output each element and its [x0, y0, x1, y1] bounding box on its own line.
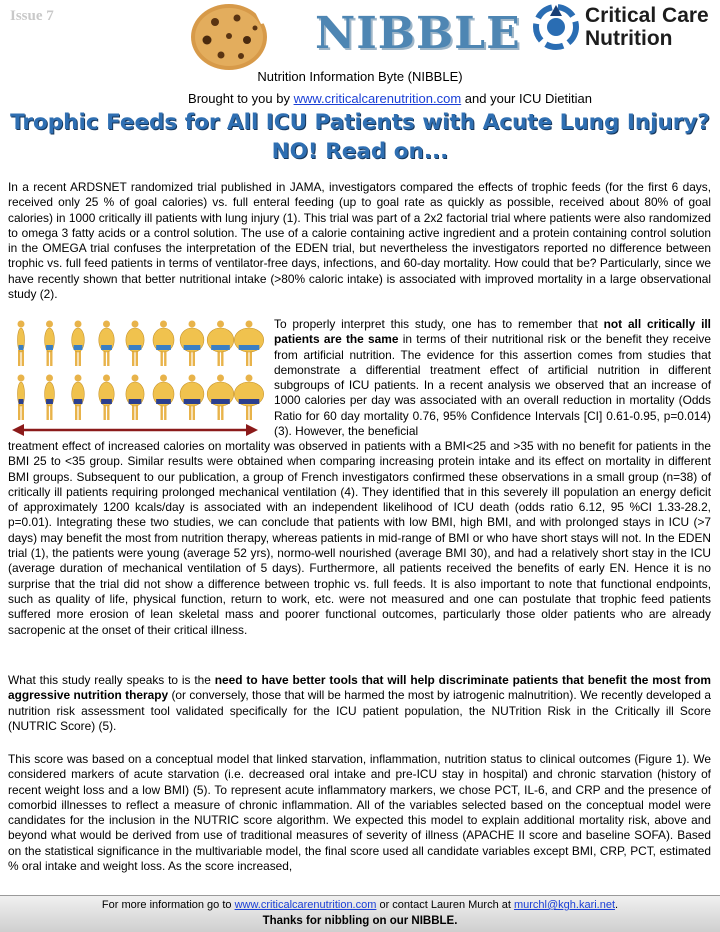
nibble-logo: NIBBLE [315, 8, 521, 59]
footer-email-link[interactable]: murchl@kgh.kari.net [513, 899, 616, 911]
body-figure [72, 375, 85, 421]
body-figure [207, 375, 234, 421]
body-figure [180, 375, 204, 421]
paragraph-1: In a recent ARDSNET randomized trial published in JAMA, investigators compared the effects of trophic feeds (for the first 6 days, received only 25 % of goal calories) vs. full enteral feeding (up to goal rate as quickly as possible, received about 80% of goal calories) in 1000 critically ill patients with lung injury (1). This trial was part of a 2x2 factorial trial where patients were also randomized to omega 3 fatty acids or a control solution. The use of a calorie containing active ingredient and a protein containing control solution in the OMEGA trial confuses the interpretation of the EDEN trial, but nevertheless the investigators reported no difference between trophic vs. full feed patients in terms of ventilator-free days, infections, and 60-day mortality. How could that be? Particularly, since we have recently shown that better nutritional intake (>80% caloric intake) is associated with improved mortality in a large observational study (2). [8, 180, 711, 302]
paragraph-2-start: To properly interpret this study, one has to remember that [274, 317, 604, 331]
paragraph-3-end: (or conversely, those that will be harmed the most by iatrogenic malnutrition). We recently developed a nutrition risk assessment tool validated specifically for the ICU patient population, the NUTrition Risk in the Critically ill Score (NUTRIC Score) (5). [8, 688, 711, 733]
paragraph-4: This score was based on a conceptual model that linked starvation, inflammation, nutrition status to clinical outcomes (Figure 1). We considered markers of acute starvation (i.e. decreased oral intake and pre-ICU stay in hospital) and chronic starvation (history of recent weight loss and a low BMI) (5). To represent acute inflammatory markers, we chose PCT, IL-6, and CRP and the presence of comorbid illnesses to reflect a measure of chronic inflammation. All of the variables selected based on the conceptual model were candidates for the inclusion in the NUTRIC score algorithm. We expected this model to explain additional mortality risk, above and beyond what would be derived from use of traditional measures of severity of illness (APACHE II score and baseline SOFA). Based on the statistical significance in the multivariable model, the final score used all candidate variables except BMI, CRP, PCT, estimated % oral intake and weight loss. As the score increased, [8, 752, 711, 874]
page-title [0, 108, 720, 166]
footer-prefix: For more information go to [101, 899, 235, 911]
body-shape-figure [6, 314, 264, 442]
body-figure [18, 321, 25, 367]
cookie-icon [185, 0, 275, 72]
title-line2: NO! Read on... [271, 139, 449, 164]
body-figure [45, 375, 55, 421]
paragraph-3-emphasis: need to have better tools that will help discriminate patients that benefit the most from aggressive nutrition therapy [8, 673, 711, 703]
body-figure [180, 321, 204, 367]
paragraph-2-emphasis: not all critically ill patients are the same [274, 317, 711, 347]
body-figure [99, 321, 114, 367]
org-name [585, 4, 709, 50]
org-name-line1: Critical Care [585, 4, 709, 27]
paragraph-2-continued: treatment effect of increased calories on mortality was observed in patients with a BMI<25 and >35 with no benefit for patients in the BMI 25 to <35 group. Similar results were obtained when comparing increasing protein intake and its effect on mortality in different BMI groups. Subsequent to our publication, a group of French investigators confirmed these observations in a small group (n=38) of critically ill patients requiring prolonged mechanical ventilation (4). They identified that in this severely ill population an energy deficit of approximately 1200 kcals/day is associated with an independent likelihood of ICU death (odds ratio 6.12, 95 %CI 1.33-28.2, p=0.01). Integrating these two studies, we can conclude that patients with low BMI, high BMI, and with prolonged stays in ICU (>7 days) may benefit the most from nutrition therapy, whereas patients in mid-range of BMI or who have short stays will not. In the EDEN trial (1), the patients were young (average 52 yrs), normo-well nourished (average BMI 30), and had a relatively short stay in the ICU (average duration of mechanical ventilation of 5 days). Furthermore, all patients received the benefits of early EN. Hence it is no surprise that the trial did not show a difference between trophic vs. full feeds. It is also important to note that functional endpoints, such as quality of life, physical function, return to work, etc. were not measured and one can postulate that trophic feed patients suffered more erosion of lean skeletal mass and poorer functional outcomes, particularly those older patients who are already sacropenic at the onset of their critical illness. [8, 439, 711, 637]
body-figure [18, 375, 25, 421]
title-line1: Trophic Feeds for All ICU Patients with Acute Lung Injury? [10, 110, 710, 135]
footer [0, 895, 720, 932]
paragraph-2-middle: in terms of their nutritional risk or the benefit they receive from artificial nutrition. The evidence for this assertion comes from studies that demonstrate a differential treatment effect of artificial nutrition in different subgroups of ICU patients. In a recent analysis we observed that an increase of 1000 calories per day was associated with an overall reduction in mortality (Odds Ratio for 60 day mortality 0.76, 95% Confidence Intervals [CI] 0.61-0.95, p=0.014) (3). However, the beneficial [274, 332, 711, 439]
footer-website-link[interactable]: www.criticalcarenutrition.com [234, 899, 377, 911]
org-name-line2: Nutrition [585, 27, 673, 50]
body-figure [207, 321, 234, 367]
body-figure [126, 321, 144, 367]
body-figure [45, 321, 55, 367]
footer-mid: or contact Lauren Murch at [376, 899, 514, 911]
body-figure [72, 321, 85, 367]
paragraph-3-start: What this study really speaks to is the [8, 673, 215, 687]
body-figure [153, 321, 174, 367]
body-figure [126, 375, 144, 421]
website-link[interactable]: www.criticalcarenutrition.com [293, 91, 462, 106]
body-figure [234, 321, 263, 367]
footer-suffix: . [615, 899, 619, 911]
subtitle: Nutrition Information Byte (NIBBLE) [257, 69, 463, 84]
footer-contact-line [0, 899, 720, 911]
brought-prefix: Brought to you by [188, 91, 294, 106]
footer-thanks: Thanks for nibbling on our NIBBLE. [262, 915, 458, 927]
body-figure [234, 375, 263, 421]
body-figure [153, 375, 174, 421]
paragraph-3 [8, 673, 711, 734]
body-figure [99, 375, 114, 421]
paragraph-2-wrapped [274, 317, 711, 439]
issue-number: Issue 7 [10, 8, 54, 24]
brought-suffix: and your ICU Dietitian [461, 91, 592, 106]
brought-to-you-line [0, 91, 720, 106]
